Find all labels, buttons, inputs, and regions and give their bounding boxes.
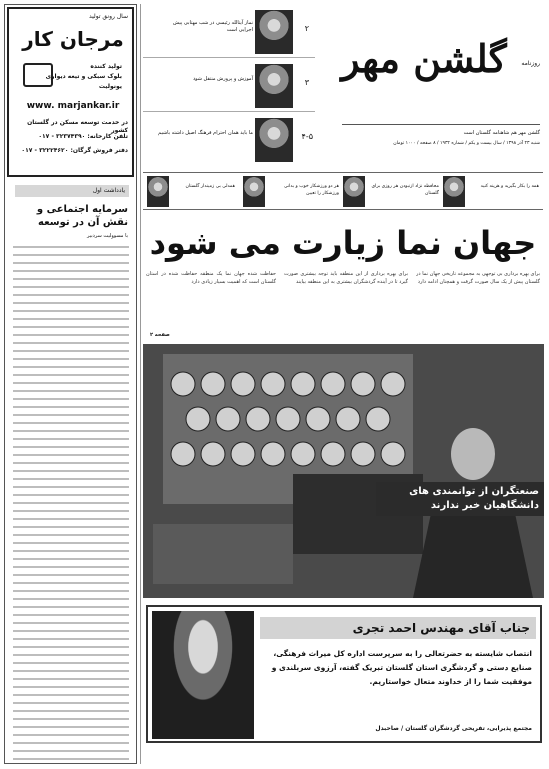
left-sidebar: [4, 4, 137, 764]
photo-caption-line-1: صنعتگران از توانمندی های: [409, 486, 539, 497]
strip-photo-2: [243, 176, 265, 207]
body-page-ref: صفحه ۲: [150, 332, 170, 338]
congrats-title-bar: [260, 617, 536, 639]
column-author: با مسوولیت سردبیر: [86, 233, 128, 239]
body-col-3: حفاظت شده جهان نما یک منطقه حفاظت شده در استان گلستان است که اهمیت بسیار زیادی دارد: [146, 271, 276, 285]
teaser-3-photo: [255, 118, 293, 162]
website-text: www. marjankar.ir: [26, 101, 120, 111]
body-col-1: برای بهره برداری بی توجهی به مجموعه تاریخی جهان نما در گلستان پیش از یک سال صورت گرفت و همچنان ادامه دارد: [416, 271, 540, 285]
teaser-2[interactable]: [143, 60, 315, 112]
photo-strip: [143, 172, 543, 210]
teaser-2-num: ۳: [304, 78, 309, 87]
column-body: [13, 243, 129, 761]
strip-photo-3: [343, 176, 365, 207]
teaser-3-num: ۴-۵: [301, 132, 313, 141]
congratulations-box: [146, 605, 542, 743]
teaser-3-text: ما باید همان احترام فرهنگ اصیل داشته باشیم: [158, 130, 253, 136]
product-line-1: بلوک سبکی و تیغه دیواری: [45, 73, 122, 80]
main-headline: جهان نما زیارت می شود: [149, 224, 537, 262]
teaser-2-text: آموزش و پرورش منتقل شود: [192, 76, 253, 82]
advertisement-box: [7, 7, 134, 177]
teaser-2-photo: [255, 64, 293, 108]
portrait-photo: [152, 611, 254, 739]
ad-top-tag: سال رونق تولید: [88, 13, 128, 20]
strip-text-2: هر دو ورزشکار خوب و بدانی ورزشکار را تعیین: [283, 184, 339, 196]
promo-text: در خدمت توسعه مسکن در گلستان کشور: [27, 119, 128, 134]
teaser-1-photo: [255, 10, 293, 54]
photo-caption-line-2: دانشگاهیان خبر ندارند: [430, 500, 539, 511]
strip-text-3: محافظه نژاد ازنبودن هر روزی برای گلستان: [371, 184, 439, 196]
column-label-bar: [15, 185, 129, 197]
strip-text-1: همدلی بی زمیندار گلستان: [185, 184, 235, 189]
factory-phone: تلفن کارخانه: ۳۲۳۷۴۳۹۰ - ۰۱۷: [38, 133, 128, 140]
strip-photo-1: [147, 176, 169, 207]
congrats-signature: مجتمع پذیرایی، تفریحی گردشگران گلستان / صاحبدل: [375, 725, 532, 732]
industrial-photo-icon: [143, 344, 544, 598]
teaser-1[interactable]: [143, 6, 315, 58]
photo-caption: [376, 482, 544, 516]
teaser-3[interactable]: [143, 114, 315, 166]
masthead-daily: روزنامه: [521, 60, 540, 67]
product-line-2: یونولیت: [98, 83, 122, 90]
masthead-rule: [342, 124, 540, 125]
masthead-logo: گلشن مهر: [341, 36, 507, 81]
masthead-issue: شنبه ۲۳ آذر ۱۳۹۸ / سال بیست و یکم / شماره ۱۹۳۲ / ۸ صفحه / ۱۰۰۰ تومان: [393, 141, 540, 146]
congrats-title: جناب آقای مهندس احمد تجری: [352, 621, 530, 635]
strip-text-4: همه را بکار بگیرید و هزینه کنید: [480, 184, 539, 189]
page-divider: [140, 4, 141, 764]
strip-photo-4: [443, 176, 465, 207]
masthead: [322, 6, 544, 166]
teaser-1-num: ۲: [304, 24, 309, 33]
brand-name: مرجان کار: [22, 27, 124, 51]
column-label: یادداشت اول: [92, 187, 125, 194]
column-title: سرمایه اجتماعی و نقش آن در توسعه: [36, 204, 128, 228]
main-photo: [143, 344, 544, 598]
sales-phone: دفتر فروش گرگان: ۳۲۲۲۴۶۲۰ - ۰۱۷: [21, 147, 128, 154]
product-title: تولید کننده: [90, 63, 122, 70]
teaser-1-text: نماز آیتالله رئیسی در شب مهتابی پیش اجرایی است: [173, 20, 253, 33]
body-col-2: برای بهره برداری از این منطقه باید توجه بیشتری صورت گیرد تا در آینده گردشگران بیشتری به این منطقه بیایند: [284, 271, 408, 285]
body-columns: [146, 270, 540, 344]
masthead-tagline: گلشن مهر هم شاهنامه گلستان است: [463, 130, 540, 136]
congrats-body: انتصاب شایسته به حضرتعالی را به سرپرست اداره کل میراث فرهنگی، صنایع دستی و گردشگری استان گلستان تبریک گفته، آرزوی سربلندی و موفقیت شما را از خداوند متعال خواستاریم.: [271, 649, 532, 686]
teaser-panel: [143, 6, 315, 166]
